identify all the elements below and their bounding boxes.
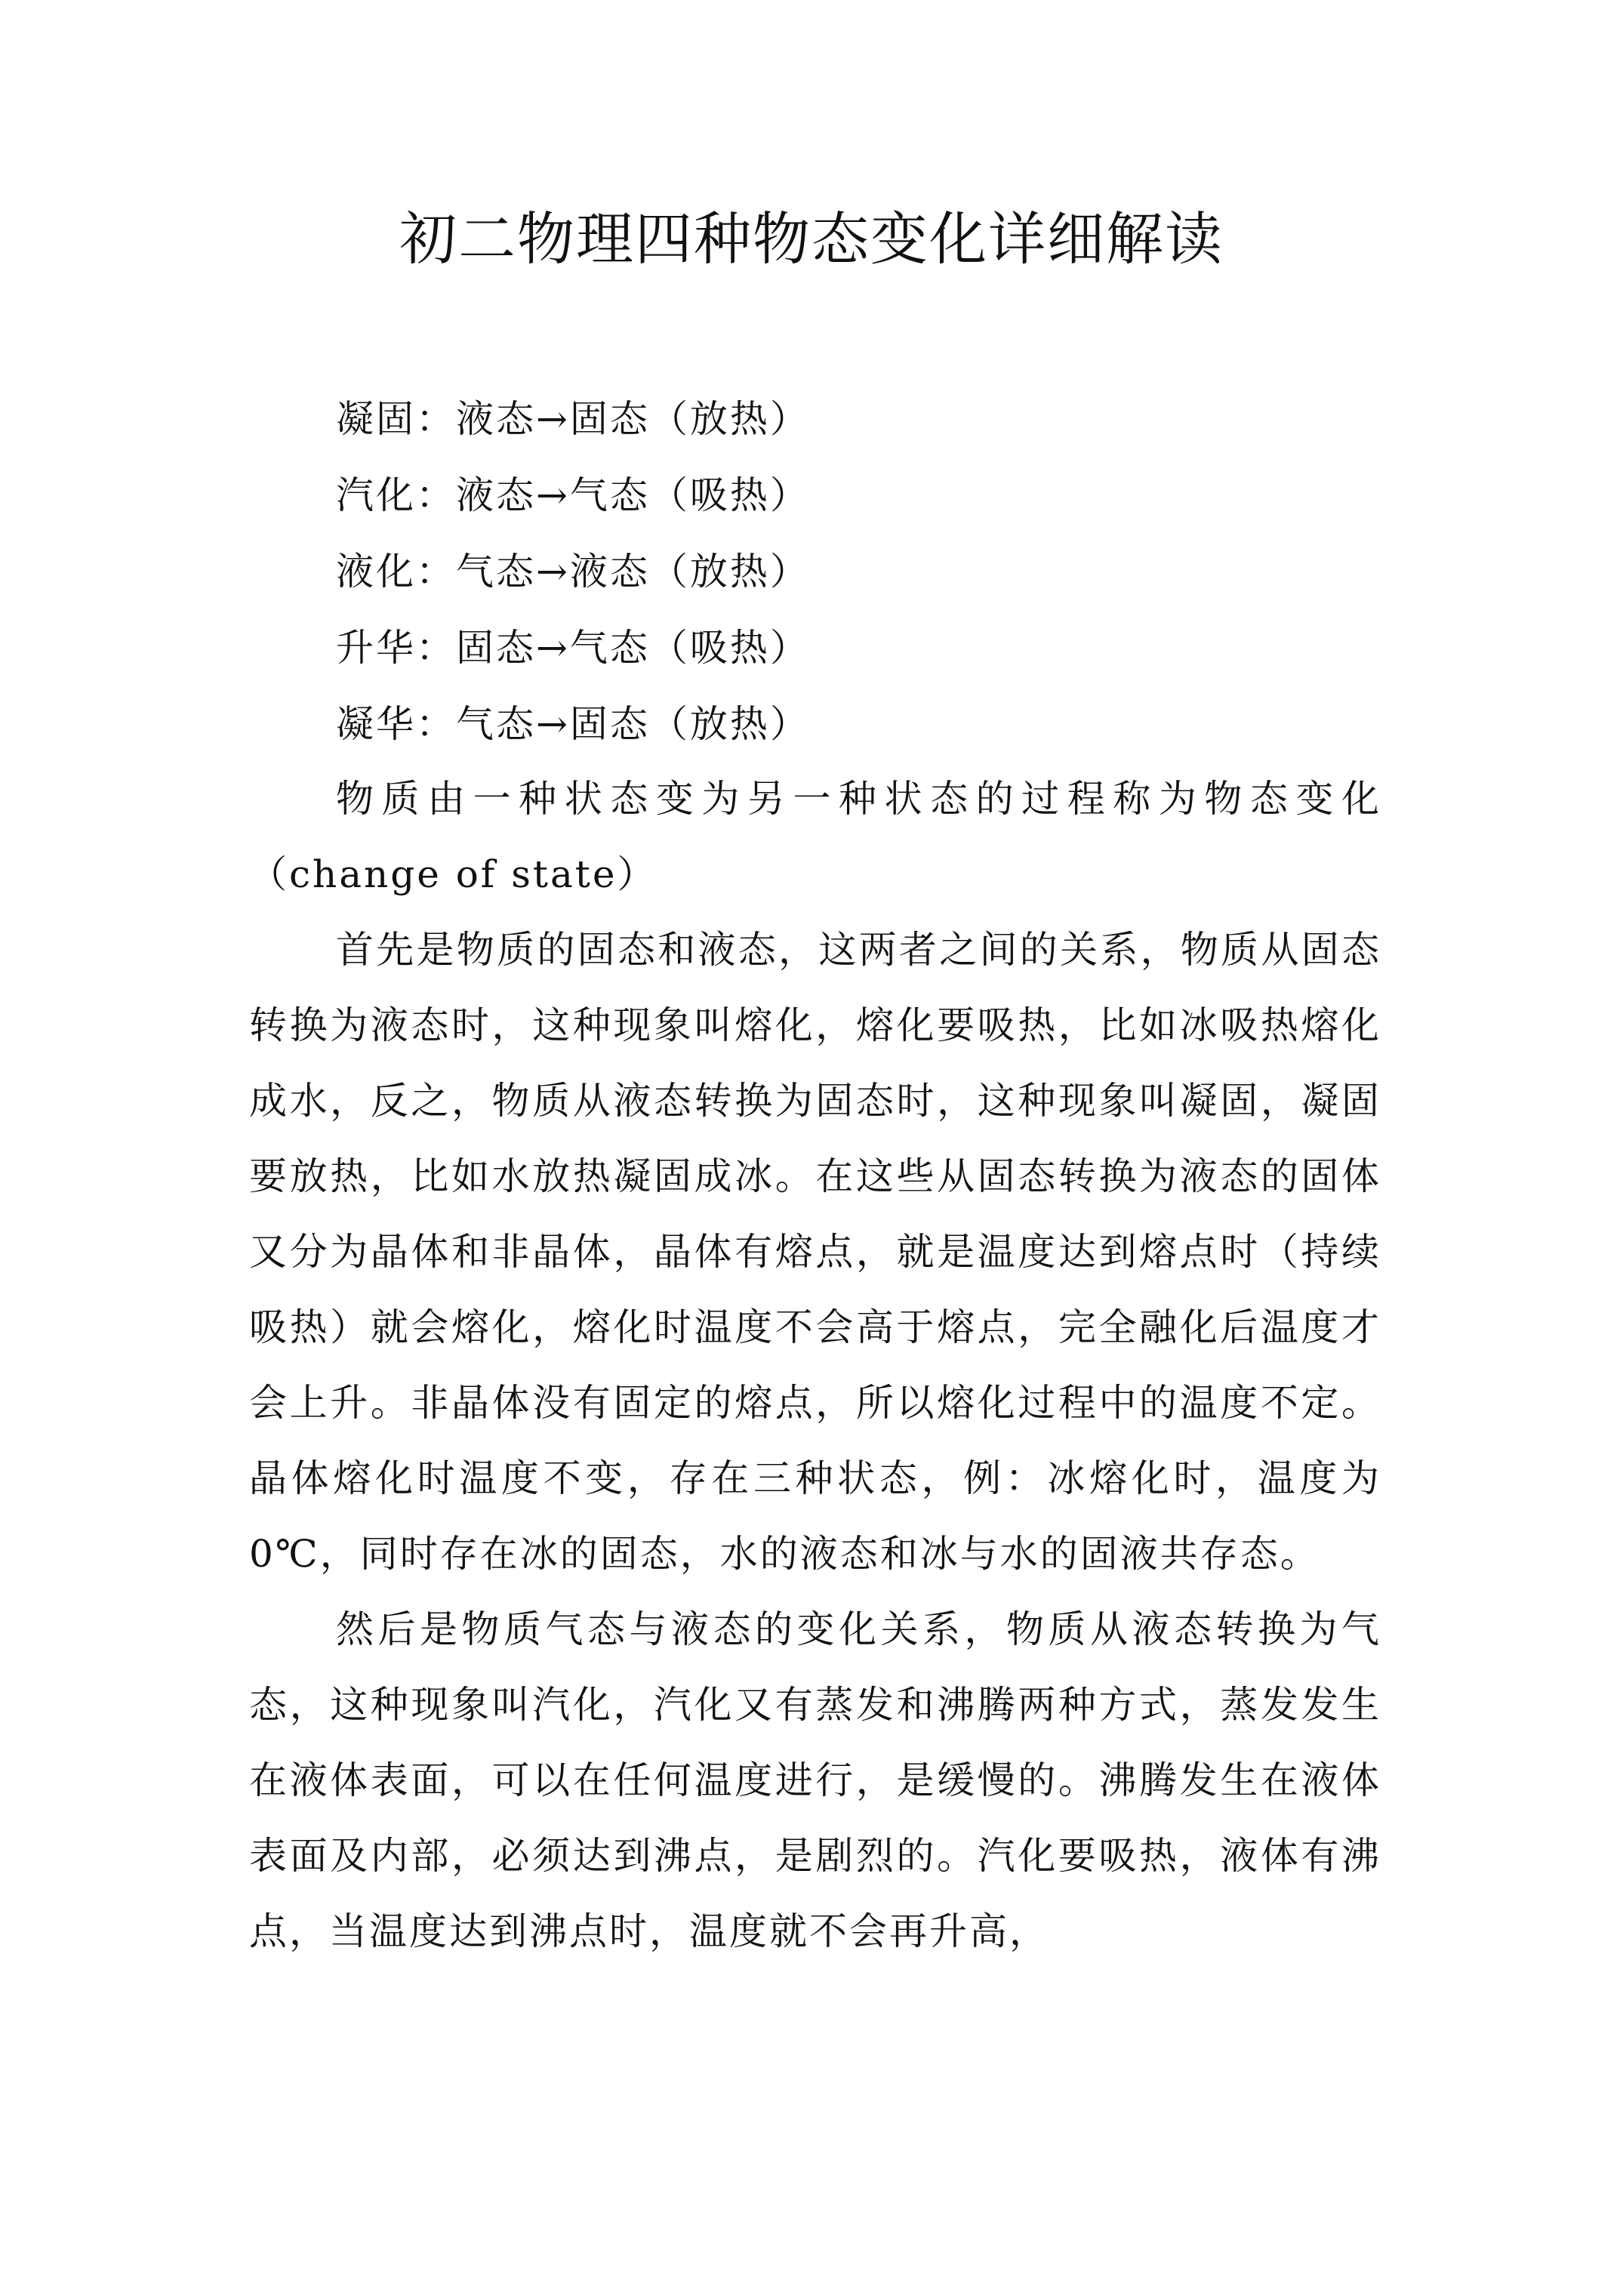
state-change-solidification: 凝固：液态→固态（放热）: [336, 397, 810, 441]
body-paragraphs: [249, 761, 1381, 1969]
paragraph-solid-liquid: 首先是物质的固态和液态，这两者之间的关系，物质从固态转换为液态时，这种现象叫熔化，熔化要吸热，比如冰吸热熔化成水，反之，物质从液态转换为固态时，这种现象叫凝固，凝固要放热，比如水放热凝固成冰。在这些从固态转换为液态的固体又分为晶体和非晶体，晶体有熔点，就是温度达到熔点时（持续吸热）就会熔化，熔化时温度不会高于熔点，完全融化后温度才会上升。非晶体没有固定的熔点，所以熔化过程中的温度不定。晶体熔化时温度不变，存在三种状态，例：冰熔化时，温度为0℃，同时存在冰的固态，水的液态和冰与水的固液共存态。: [249, 928, 1381, 1576]
state-change-sublimation: 升华：固态→气态（吸热）: [336, 626, 810, 670]
state-change-liquefaction: 液化：气态→液态（放热）: [336, 550, 810, 593]
page-title: 初二物理四种物态变化详细解读: [399, 205, 1224, 273]
state-change-deposition: 凝华：气态→固态（放热）: [336, 702, 810, 746]
state-change-list: [249, 381, 1381, 763]
state-change-vaporization: 汽化：液态→气态（吸热）: [336, 473, 810, 517]
paragraph-definition: 物质由一种状态变为另一种状态的过程称为物态变化（change of state）: [249, 777, 1381, 896]
paragraph-gas-liquid: 然后是物质气态与液态的变化关系，物质从液态转换为气态，这种现象叫汽化，汽化又有蒸发和沸腾两种方式，蒸发发生在液体表面，可以在任何温度进行，是缓慢的。沸腾发生在液体表面及内部，必须达到沸点，是剧烈的。汽化要吸热，液体有沸点，当温度达到沸点时，温度就不会再升高，: [249, 1607, 1381, 1953]
